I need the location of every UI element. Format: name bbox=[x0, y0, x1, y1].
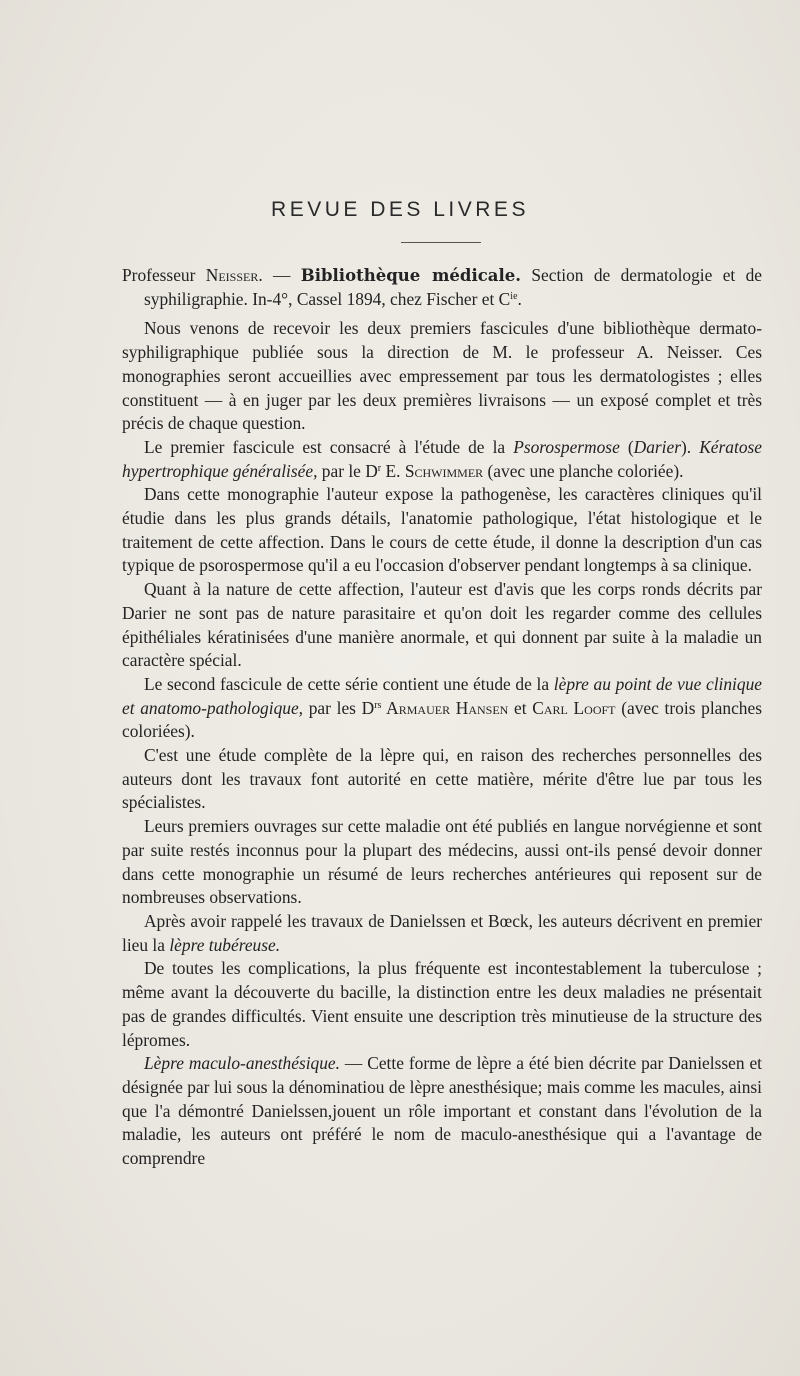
heading-period: . bbox=[517, 288, 522, 309]
p5-italic: lèpre au point de vue clinique et anatomo-pathologique, bbox=[122, 673, 762, 718]
paragraph-4: Quant à la nature de cette affection, l'auteur est d'avis que les corps ronds décrits par Darier ne sont pas de nature parasitaire et qu'on doit les regarder comme des cellules épithéliales kératinisées d'une manière anormale, et qui donnent par suite à la maladie un caractère spécial. bbox=[122, 579, 762, 671]
book-details: Section de dermatologie et de syphiligraphie. In-4°, Cassel 1894, chez Fischer et C bbox=[144, 265, 762, 309]
p5-smallcaps-1: Armauer Hansen bbox=[381, 697, 509, 718]
p5-text-b: par les D bbox=[303, 697, 375, 718]
p2-text-e: E. bbox=[381, 460, 405, 481]
review-entry-heading bbox=[122, 264, 762, 311]
p2-text-b: ( bbox=[619, 436, 634, 457]
review-body bbox=[122, 264, 762, 1171]
publisher-sup: ie bbox=[510, 290, 518, 302]
p5-text-d: (avec trois planches coloriées). bbox=[122, 697, 762, 742]
paragraph-2 bbox=[122, 436, 762, 483]
title-rule bbox=[401, 242, 481, 243]
paragraph-10 bbox=[122, 1052, 762, 1171]
paragraph-7: Leurs premiers ouvrages sur cette maladie ont été publiés en langue norvégienne et sont par suite restés inconnus pour la plupart des médecins, aussi ont-ils pensé devoir donner dans cette monographie un résumé de leurs recherches antérieures qui reposent sur de nombreuses observations. bbox=[122, 816, 762, 908]
p5-text-c: et bbox=[508, 697, 533, 718]
heading-dash: . — bbox=[258, 265, 301, 285]
paragraph-8 bbox=[122, 910, 762, 957]
p2-sup: r bbox=[377, 462, 382, 474]
paragraph-3: Dans cette monographie l'auteur expose la pathogenèse, les caractères cliniques qu'il étudie dans les plus grands détails, l'anatomie pathologique, l'état histologique et le traitement de cette affection. Dans le cours de cette étude, il donne la description d'un cas typique de psorospermose qu'il a eu l'occasion d'observer pendant longtemps à sa clinique. bbox=[122, 484, 762, 576]
author-name: Neisser bbox=[205, 265, 259, 285]
p8-italic: lèpre tubéreuse. bbox=[169, 934, 281, 955]
paragraph-5 bbox=[122, 673, 762, 744]
p2-italic-3: Kératose hypertrophique généralisée, bbox=[122, 436, 762, 481]
p2-text-c: ). bbox=[681, 436, 700, 457]
book-title: Bibliothèque médicale. bbox=[300, 266, 521, 285]
p5-sup: rs bbox=[374, 699, 382, 711]
p5-smallcaps-2: Carl Looft bbox=[532, 697, 616, 718]
p10-italic: Lèpre maculo-anesthésique. bbox=[144, 1053, 341, 1074]
p2-italic-1: Psorospermose bbox=[513, 436, 620, 457]
p2-smallcaps: Schwimmer bbox=[404, 460, 484, 481]
p10-text-a: — Cette forme de lèpre a été bien décrite par Danielssen et désignée par lui sous la dénominatiou de lèpre anesthésique; mais comme les macules, ainsi que l'a démontré Danielssen,jouent un rôle important et constant dans l'évolution de la maladie, les auteurs ont préféré le nom de maculo-anesthésique qui a l'avantage de comprendre bbox=[122, 1053, 762, 1169]
p2-text-f: (avec une planche coloriée). bbox=[483, 460, 684, 481]
paragraph-6: C'est une étude complète de la lèpre qui, en raison des recherches personnelles des auteurs dont les travaux font autorité en cette matière, mérite d'être lue par tous les spécialistes. bbox=[122, 745, 762, 813]
p8-text-a: Après avoir rappelé les travaux de Danielssen et Bœck, les auteurs décrivent en premier lieu la bbox=[122, 910, 762, 955]
author-prefix: Professeur bbox=[122, 265, 206, 285]
p2-italic-2: Darier bbox=[633, 436, 681, 457]
p2-text-d: par le D bbox=[317, 460, 378, 481]
page-title: REVUE DES LIVRES bbox=[271, 198, 529, 221]
paragraph-9: De toutes les complications, la plus fréquente est incontestablement la tuberculose ; même avant la découverte du bacille, la distinction entre les deux maladies ne présentait pas de grandes difficultés. Vient ensuite une description très minutieuse de la structure des lépromes. bbox=[122, 958, 762, 1050]
paragraph-1: Nous venons de recevoir les deux premiers fascicules d'une bibliothèque dermato-syphiligraphique publiée sous la direction de M. le professeur A. Neisser. Ces monographies seront accueillies avec empressement par tous les dermatologistes ; elles constituent — à en juger par les deux premières livraisons — un exposé complet et très précis de chaque question. bbox=[122, 318, 762, 434]
p2-text-a: Le premier fascicule est consacré à l'étude de la bbox=[144, 436, 514, 457]
p5-text-a: Le second fascicule de cette série contient une étude de la bbox=[144, 673, 554, 694]
